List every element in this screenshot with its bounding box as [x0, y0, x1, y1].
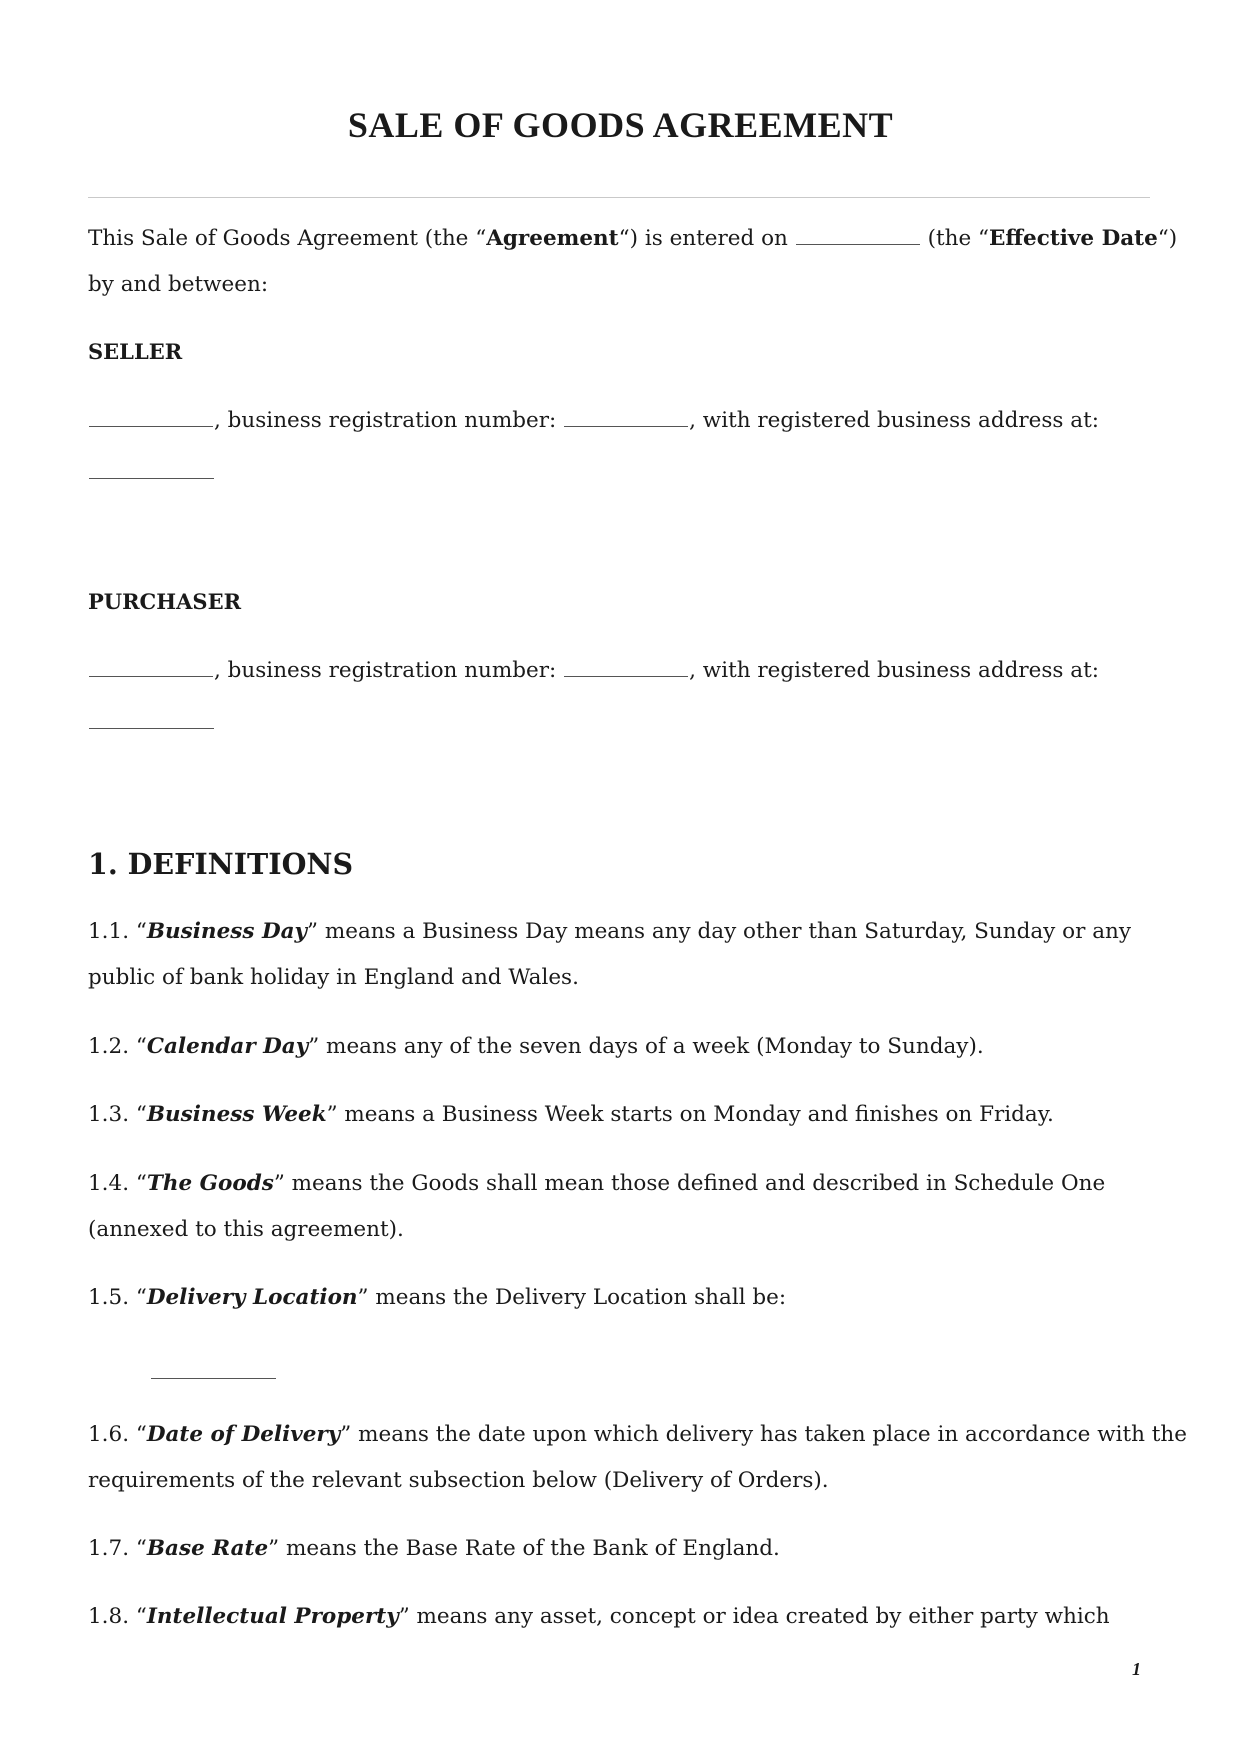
seller-address-blank[interactable] — [89, 478, 214, 479]
definition-item: 1.2. “Calendar Day” means any of the seven days of a week (Monday to Sunday). — [88, 1034, 984, 1059]
intro-line-2: by and between: — [88, 272, 269, 297]
purchaser-name-blank[interactable] — [89, 658, 213, 677]
title-divider — [88, 197, 1150, 198]
definition-item: 1.7. “Base Rate” means the Base Rate of the Bank of England. — [88, 1536, 780, 1561]
definition-item-continuation: requirements of the relevant subsection below (Delivery of Orders). — [88, 1468, 829, 1493]
definition-item-continuation: (annexed to this agreement). — [88, 1217, 404, 1242]
definition-item: 1.5. “Delivery Location” means the Delivery Location shall be: — [88, 1285, 787, 1310]
intro-line-1: This Sale of Goods Agreement (the “Agreement“) is entered on (the “Effective Date“) — [88, 226, 1178, 251]
document-title: SALE OF GOODS AGREEMENT — [347, 105, 894, 145]
page-number: 1 — [1132, 1659, 1141, 1679]
purchaser-registration-blank[interactable] — [564, 658, 688, 677]
definition-item: 1.4. “The Goods” means the Goods shall mean those defined and described in Schedule One — [88, 1171, 1106, 1196]
seller-registration-blank[interactable] — [564, 408, 688, 427]
definition-item: 1.8. “Intellectual Property” means any asset, concept or idea created by either party which — [88, 1604, 1110, 1629]
seller-details: , business registration number: , with registered business address at: — [88, 406, 1099, 436]
definition-item: 1.6. “Date of Delivery” means the date upon which delivery has taken place in accordance with the — [88, 1422, 1188, 1447]
seller-heading: SELLER — [88, 339, 183, 364]
purchaser-heading: PURCHASER — [88, 589, 242, 614]
purchaser-details: , business registration number: , with registered business address at: — [88, 656, 1099, 686]
delivery-location-blank[interactable] — [151, 1378, 276, 1379]
seller-name-blank[interactable] — [89, 408, 213, 427]
effective-date-blank[interactable] — [796, 226, 920, 245]
definition-item: 1.1. “Business Day” means a Business Day means any day other than Saturday, Sunday or any — [88, 919, 1132, 944]
definition-item-continuation: public of bank holiday in England and Wales. — [88, 965, 579, 990]
purchaser-address-blank[interactable] — [89, 728, 214, 729]
definition-item: 1.3. “Business Week” means a Business Week starts on Monday and finishes on Friday. — [88, 1102, 1054, 1127]
definitions-heading: 1. DEFINITIONS — [88, 847, 354, 881]
